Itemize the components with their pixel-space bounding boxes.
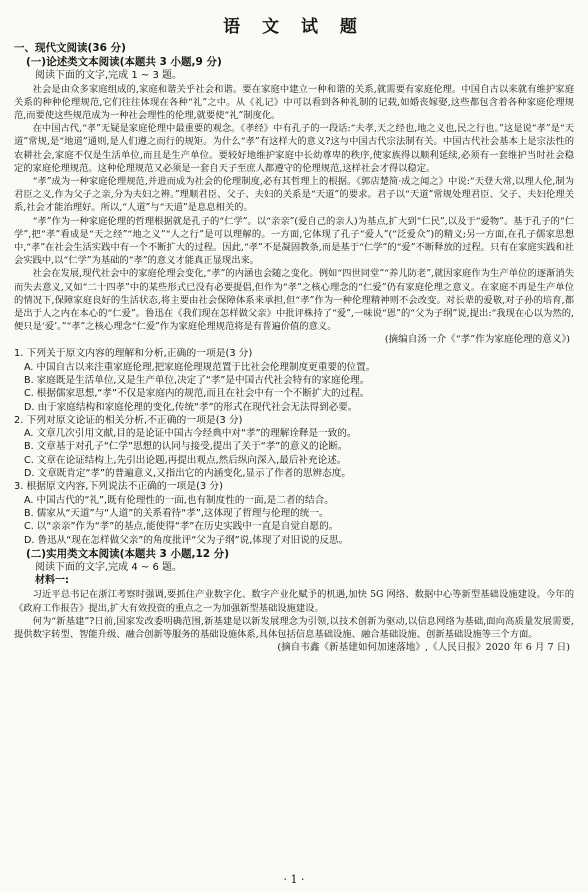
part2 [14,547,574,654]
part1-instruction: 阅读下面的文字,完成 1 ~ 3 题。 [35,70,182,81]
part1-heading: (一)论述类文本阅读(本题共 3 小题,9 分) [26,56,222,68]
passage-paragraph: “孝”作为一种家庭伦理的哲理根据就是孔子的“仁学”。以“亲亲”(爱自己的亲人)为基点,扩大到“仁民”,以及于“爱物”。基于孔子的“仁学”,把“孝”看成是“天之经”“地之义”“人之行”是可以理解的。一方面,它体现了孔子“爱人”(“泛爱众”)的精义;另一方面,在孔子儒家思想中,“孝”在社会生活实践中有一个不断扩大的过程。因此,“孝”不是凝固教条,而是基于“仁学”的“爱”不断释放的过程。只有在家庭实践和社会实践中,以“仁学”为基础的“孝”的意义才能真正显现出来。 [14,215,574,267]
answer-option: D. 鲁迅从“现在怎样做父亲”的角度批评“父为子纲”说,体现了对旧说的反思。 [24,534,349,546]
passage-paragraph: 在中国古代,“孝”无疑是家庭伦理中最重要的观念。《孝经》中有孔子的一段话:“夫孝,天之经也,地之义也,民之行也。”这是说“孝”是“天道”常规,是“地道”通则,是人们遵之而行的规矩。为什么“孝”有这样大的意义?这与中国古代宗法制有关。中国古代社会基本上是宗法性的农耕社会,家庭不仅是生活单位,而且是生产单位。要较好地维护家庭中长幼尊卑的秩序,使家族得以顺利延续,必须有一套维护当时社会稳定的家庭伦理规范。这种伦理规范又必须是一套自天子至庶人都遵守的伦理规范,这样社会才得以稳定。 [14,123,574,174]
question-3 [14,480,574,546]
answer-option: B. 儒家从“天道”与“人道”的关系看待“孝”,这体现了哲理与伦理的统一。 [24,507,329,519]
page-number: · 1 · [283,873,305,886]
answer-option: A. 文章几次引用文献,目的是论证中国古今经典中对“孝”的理解诠释是一致的。 [24,428,357,440]
part1 [14,55,574,547]
passage-paragraph: 习近平总书记在浙江考察时强调,要抓住产业数字化、数字产业化赋予的机遇,加快 5G 网络、数据中心等新型基础设施建设。今年的《政府工作报告》提出,扩大有效投资的重点之一为加强新型基础设施建设。 [14,589,574,614]
answer-option: C. 文章在论证结构上,先引出论题,再提出观点,然后纵向深入,最后补充论述。 [24,454,347,466]
answer-option: A. 中国自古以来注重家庭伦理,把家庭伦理规范置于比社会伦理制度更重要的位置。 [24,361,376,373]
answer-option: D. 文章既肯定“孝”的普遍意义,又指出它的内涵变化,显示了作者的思辨态度。 [24,468,351,480]
passage-paragraph: 社会在发展,现代社会中的家庭伦理会变化,“孝”的内涵也会随之变化。例如“四世同堂”“养儿防老”,就因家庭作为生产单位的逐渐消失而失去意义,又如“二十四孝”中的某些形式已没有必要提倡,但作为“孝”之核心理念的“仁爱”仍有家庭伦理之意义。在家庭不再是生产单位的情况下,保障家庭良好的生活状态,将主要由社会保障体系来承担,但“孝”作为一种伦理精神则不会改变。对长辈的爱敬,对子孙的培育,都是出于人之内在本心的“仁爱”。鲁迅在《我们现在怎样做父亲》中批评株持了“爱”,一味说“恩”的“父为子纲”说,提出:“我现在心以为然的,便只是‘爱’。”“孝”之核心理念“仁爱”作为家庭伦理规范将是有普遍价值的意义。 [14,268,574,333]
answer-option: C. 以“亲亲”作为“孝”的基点,能使得“孝”在历史实践中一直是自觉自愿的。 [24,521,339,533]
passage-source: (摘编自汤一介《“孝”作为家庭伦理的意义》) [384,334,570,346]
material-label: 材料一: [35,575,69,587]
question-stem: 2. 下列对原文论证的相关分析,不正确的一项是(3 分) [14,414,243,426]
part2-heading: (二)实用类文本阅读(本题共 3 小题,12 分) [26,547,230,560]
answer-option: B. 文章基于对孔子“仁学”思想的认同与接受,提出了关于“孝”的意义的论断。 [24,441,348,453]
question-2 [14,414,574,480]
answer-option: C. 根据儒家思想,“孝”不仅是家庭内的规范,而且在社会中有一个不断扩大的过程。 [24,388,370,400]
question-stem: 3. 根据原文内容,下列说法不正确的一项是(3 分) [14,481,223,493]
passage-paragraph: 社会是由众多家庭组成的,家庭和谐关乎社会和谐。要在家庭中建立一种和谐的关系,就需要有家庭伦理。中国自古以来就有维护家庭关系的种种伦理规范,它们往往体现在各种“礼”之中。从《礼记》中可以看到各种礼制的记载,如婚丧嫁娶,这些都包含着各种家庭伦理规范,而要使这些规范成为一种社会理性的伦理,就要使“礼”制度化。 [14,83,574,121]
part2-instruction: 阅读下面的文字,完成 4 ~ 6 题。 [35,561,182,573]
answer-option: A. 中国古代的“礼”,既有伦理性的一面,也有制度性的一面,是二者的结合。 [24,494,334,506]
page-title: 语 文 试 题 [223,17,365,37]
passage-paragraph: 何为“新基建”?日前,国家发改委明确范围,新基建是以新发展理念为引领,以技术创新为驱动,以信息网络为基础,面向高质量发展需要,提供数字转型、智能升级、融合创新等服务的基础设施体系,具体包括信息基础设施、融合基础设施、创新基础设施等三个方面。 [14,615,574,640]
section-heading: 一、现代文阅读(36 分) [14,42,126,54]
question-stem: 1. 下列关于原文内容的理解和分析,正确的一项是(3 分) [14,348,253,360]
question-1 [14,347,574,413]
passage-paragraph: “孝”成为一种家庭伦理规范,并进而成为社会的伦理制度,必有其哲理上的根据。《郭店楚简·成之闻之》中说:“天登大常,以理人伦,制为君臣之义,作为父子之亲,分为夫妇之辨。”理顺君臣、父子、夫妇的关系是“天道”的要求。君子以“天道”常规处理君臣、父子、夫妇伦理关系,社会才能治理好。所以,“人道”与“天道”是息息相关的。 [14,175,574,214]
passage-source: (摘自韦鑫《新基建如何加速落地》,《人民日报》2020 年 6 月 7 日) [277,642,570,654]
answer-option: D. 由于家庭结构和家庭伦理的变化,传统“孝”的形式在现代社会无法得到必要。 [24,401,358,413]
answer-option: B. 家庭既是生活单位,又是生产单位,决定了“孝”是中国古代社会特有的家庭伦理。 [24,374,370,386]
